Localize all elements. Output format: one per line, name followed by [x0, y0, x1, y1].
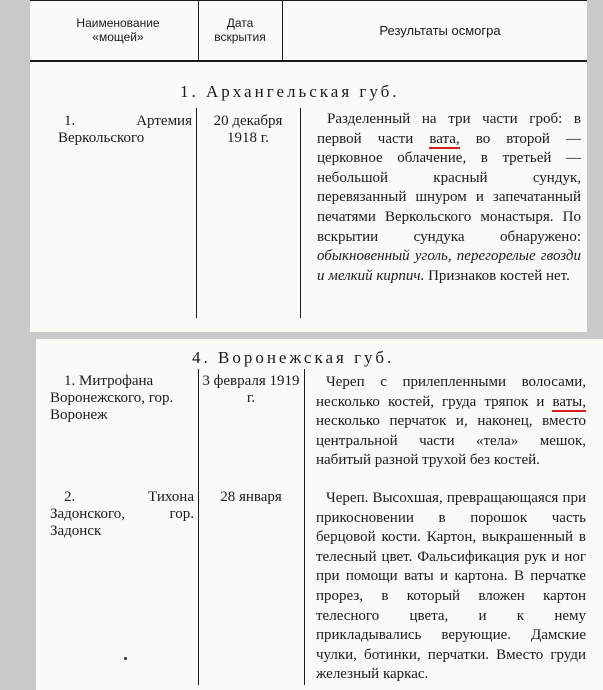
opening-date: 20 декабря 1918 г. — [213, 113, 283, 146]
inspection-result: Череп с прилепленными волосами, несколько костей, груда тряпок и ваты, несколько перчаток и, наконец, вместо центральной части «тела» мешок, набитый разной трухой без костей. — [316, 374, 586, 469]
column-divider — [196, 108, 197, 318]
header-name-column: Наименование «мощей» — [76, 16, 160, 44]
page-fragment-top — [30, 0, 587, 332]
highlighted-word: вата, — [429, 130, 460, 147]
opening-date: 3 февраля 1919 г. — [202, 373, 300, 406]
header-date-column: Дата вскрытия — [214, 16, 266, 44]
italic-phrase: обыкновенный уголь, перегорелые гвозди и мелкий кирпич. — [317, 248, 581, 284]
table-top-rule — [30, 0, 587, 1]
column-divider — [300, 108, 301, 318]
opening-date: 28 января — [220, 489, 282, 505]
relic-name: 2. Тихона Задонского, гор. Задонск — [50, 489, 194, 539]
relic-name: 1. Артемия Веркольского — [58, 113, 192, 146]
header-column-divider — [282, 0, 283, 60]
header-result-column: Результаты осмогра — [379, 23, 501, 38]
print-speck — [124, 657, 127, 660]
highlighted-word: ваты, — [552, 393, 586, 410]
header-column-divider — [198, 0, 199, 60]
inspection-result: Разделенный на три части гроб: в первой части вата, во второй — церковное облачение, в третьей — небольшой красный сундук, перевязанный шнуром и запечатанный печатями Веркольского монастыря. По вскрытии сундука обнаружено: обыкновенный уголь, перегорелые гвозди и мелкий кирпич. Признаков костей нет. — [317, 111, 581, 284]
relic-name: 1. Митрофана Воронежского, гор. Воронеж — [50, 373, 174, 423]
header-bottom-rule — [30, 60, 587, 62]
section-title: 1. Архангельская губ. — [180, 82, 400, 101]
page-fragment-bottom — [36, 339, 603, 690]
column-divider — [198, 369, 199, 685]
inspection-result: Череп. Высохшая, превращающаяся при прикосновении в порошок часть берцовой кости. Картон, выкрашенный в телесный цвет. Фальсификация рук и ног при помощи ваты и картона. В перчатке прорез, в который вложен картон телесного цвета, и к нему прикладывались верующие. Дамские чулки, ботинки, перчатки. Вместо груди железный каркас. — [316, 490, 586, 683]
section-title: 4. Воронежская губ. — [192, 348, 395, 367]
column-divider — [304, 369, 305, 685]
